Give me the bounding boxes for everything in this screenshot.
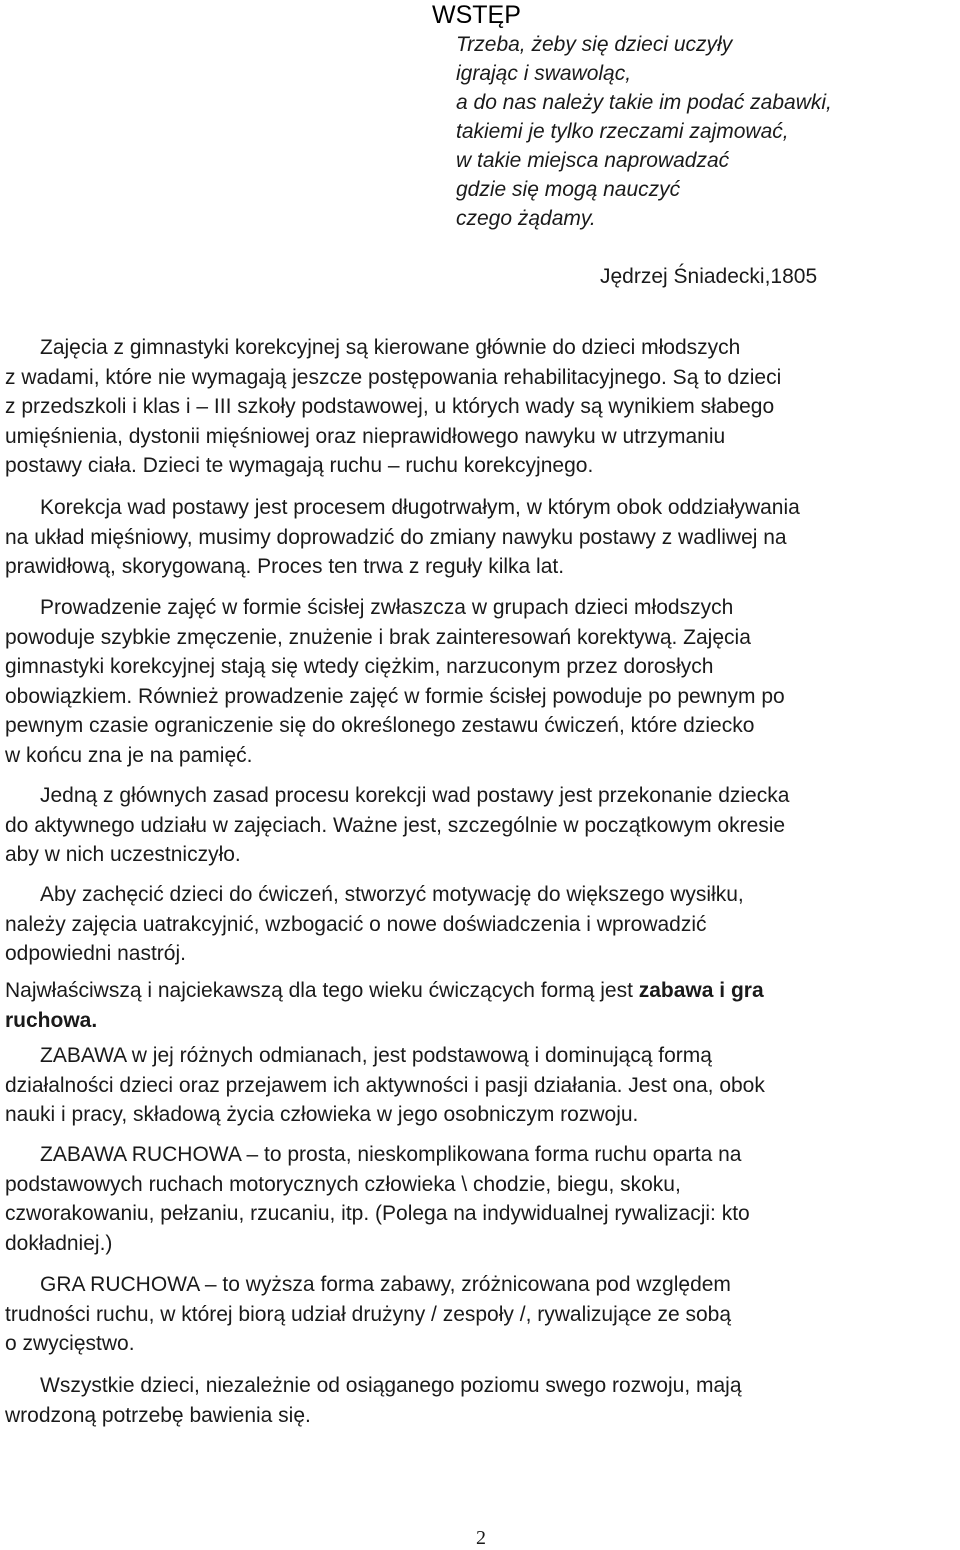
paragraph-line: GRA RUCHOWA – to wyższa forma zabawy, zróżnicowana pod względem <box>40 1273 731 1296</box>
paragraph-line: aby w nich uczestniczyło. <box>5 843 241 866</box>
paragraph-line: do aktywnego udziału w zajęciach. Ważne jest, szczególnie w początkowym okresie <box>5 813 786 837</box>
motto-line: czego żądamy. <box>456 207 596 230</box>
paragraph-line: należy zajęcia uatrakcyjnić, wzbogacić o nowe doświadczenia i wprowadzić <box>5 912 707 936</box>
emphasis-text: zabawa i gra <box>638 979 764 1002</box>
motto-author: Jędrzej Śniadecki,1805 <box>600 265 818 288</box>
paragraph-line: na układ mięśniowy, musimy doprowadzić do zmiany nawyku postawy z wadliwej na <box>5 525 787 549</box>
motto-quote <box>456 30 832 233</box>
paragraph <box>5 976 960 1035</box>
motto-line: igrając i swawoląc, <box>456 62 632 85</box>
paragraph <box>5 493 960 582</box>
paragraph-line: ZABAWA RUCHOWA – to prosta, nieskomplikowana forma ruchu oparta na <box>40 1143 742 1166</box>
paragraph-line: prawidłową, skorygowaną. Proces ten trwa z reguły kilka lat. <box>5 555 565 578</box>
emphasis-text: ruchowa. <box>5 1008 98 1032</box>
paragraph-line: umięśnienia, dystonii mięśniowej oraz nieprawidłowego nawyku w utrzymaniu <box>5 424 726 448</box>
paragraph <box>5 1041 960 1130</box>
paragraph-line: odpowiedni nastrój. <box>5 942 186 965</box>
paragraph-line: podstawowych ruchach motorycznych człowieka \ chodzie, biegu, skoku, <box>5 1172 681 1196</box>
paragraph-line: trudności ruchu, w której biorą udział drużyny / zespoły /, rywalizujące ze sobą <box>5 1302 731 1326</box>
paragraph-line: Wszystkie dzieci, niezależnie od osiąganego poziomu swego rozwoju, mają <box>40 1374 742 1397</box>
paragraph-line: gimnastyki korekcyjnej stają się wtedy ciężkim, narzuconym przez dorosłych <box>5 655 714 678</box>
paragraph-line: w końcu zna je na pamięć. <box>5 743 253 767</box>
paragraph <box>5 880 960 969</box>
paragraph-line: Prowadzenie zajęć w formie ścisłej zwłaszcza w grupach dzieci młodszych <box>40 596 734 619</box>
paragraph-line: dokładniej.) <box>5 1231 113 1255</box>
paragraph-line: ZABAWA w jej różnych odmianach, jest podstawową i dominującą formą <box>40 1044 712 1067</box>
paragraph <box>5 1371 960 1430</box>
paragraph-line: z przedszkoli i klas i – III szkoły podstawowej, u których wady są wynikiem słabego <box>5 395 775 418</box>
paragraph-line: czworakowaniu, pełzaniu, rzucaniu, itp. (Polega na indywidualnej rywalizacji: kto <box>5 1202 750 1225</box>
paragraph-line: działalności dzieci oraz przejawem ich aktywności i pasji działania. Jest ona, obok <box>5 1073 765 1097</box>
paragraph <box>5 781 960 870</box>
paragraph-line: powoduje szybkie zmęczenie, znużenie i brak zainteresowań korektywą. Zajęcia <box>5 625 751 649</box>
motto-line: takiemi je tylko rzeczami zajmować, <box>456 120 789 143</box>
page-number: 2 <box>476 1527 486 1549</box>
paragraph-line: nauki i pracy, składową życia człowieka w jego osobniczym rozwoju. <box>5 1103 639 1126</box>
motto-line: w takie miejsca naprowadzać <box>456 149 730 172</box>
paragraph-text: Najwłaściwszą i najciekawszą dla tego wieku ćwiczących formą jest <box>5 979 639 1002</box>
paragraph-line: obowiązkiem. Również prowadzenie zajęć w formie ścisłej powoduje po pewnym po <box>5 684 785 708</box>
motto-line: a do nas należy takie im podać zabawki, <box>456 91 832 114</box>
paragraph <box>5 333 960 481</box>
paragraph-line <box>5 976 960 1006</box>
motto-line: Trzeba, żeby się dzieci uczyły <box>456 33 733 56</box>
paragraph-line: wrodzoną potrzebę bawienia się. <box>5 1403 311 1427</box>
paragraph-line: postawy ciała. Dzieci te wymagają ruchu – ruchu korekcyjnego. <box>5 454 594 477</box>
paragraph-line: Jedną z głównych zasad procesu korekcji wad postawy jest przekonanie dziecka <box>40 784 790 807</box>
paragraph-line: pewnym czasie ograniczenie się do określonego zestawu ćwiczeń, które dziecko <box>5 714 755 737</box>
paragraph-line: z wadami, które nie wymagają jeszcze postępowania rehabilitacyjnego. Są to dzieci <box>5 365 782 389</box>
paragraph <box>5 1140 960 1258</box>
paragraph-line: Aby zachęcić dzieci do ćwiczeń, stworzyć motywację do większego wysiłku, <box>40 883 744 906</box>
paragraph-line: Zajęcia z gimnastyki korekcyjnej są kierowane głównie do dzieci młodszych <box>40 336 741 359</box>
paragraph-line: Korekcja wad postawy jest procesem długotrwałym, w którym obok oddziaływania <box>40 496 800 519</box>
paragraph-line: o zwycięstwo. <box>5 1332 135 1355</box>
paragraph <box>5 1270 960 1359</box>
page-title: WSTĘP <box>432 1 521 29</box>
paragraph <box>5 593 960 770</box>
motto-line: gdzie się mogą nauczyć <box>456 178 681 201</box>
